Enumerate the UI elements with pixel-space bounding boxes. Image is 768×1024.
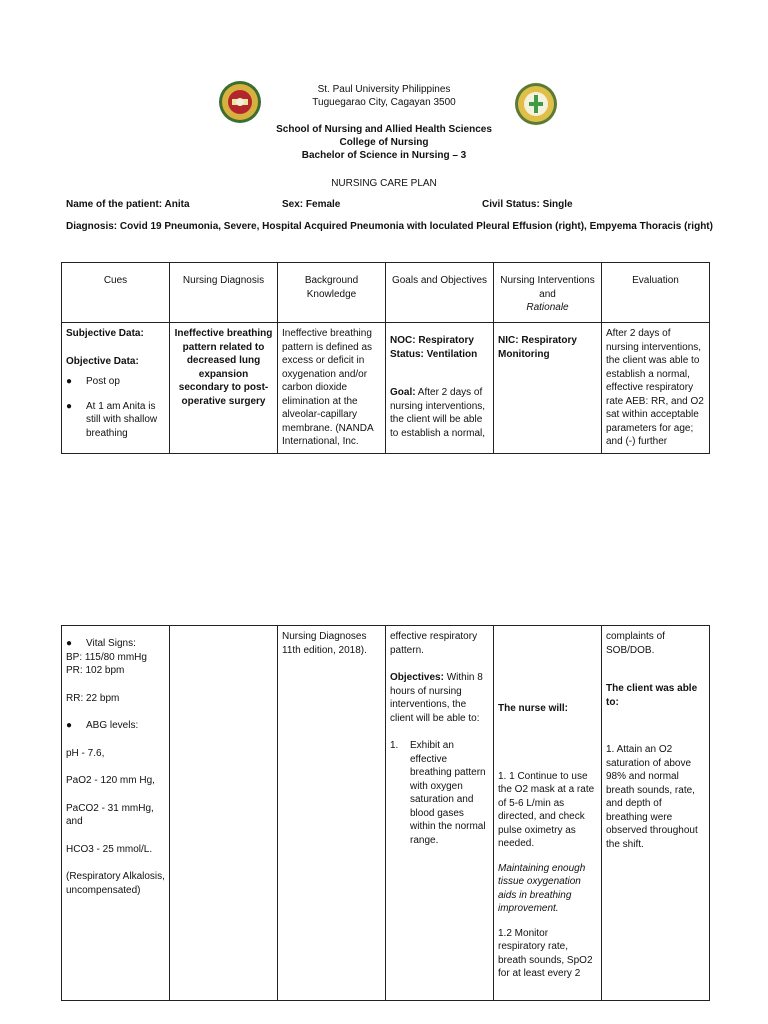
- document-title: NURSING CARE PLAN: [331, 178, 437, 189]
- table-header-row: [62, 263, 710, 323]
- nic-label: NIC: Respiratory Monitoring: [498, 335, 577, 360]
- noc-label: NOC: Respiratory Status: Ventilation: [390, 335, 478, 360]
- ph-value: pH - 7.6,: [66, 747, 105, 759]
- list-item: ● Post op: [66, 376, 120, 387]
- rationale-1: Maintaining enough tissue oxygenation aids in breathing improvement.: [498, 862, 586, 914]
- cues-cell: [62, 323, 170, 454]
- header-evaluation: Evaluation: [602, 263, 710, 323]
- goals-cell: [386, 626, 494, 1001]
- pao2-value: PaO2 - 120 mm Hg,: [66, 775, 155, 786]
- abg-interpretation: (Respiratory Alkalosis, uncompensated): [66, 871, 165, 896]
- nursing-diagnosis-cell: Ineffective breathing pattern related to decreased lung expansion secondary to post-operative surgery: [170, 323, 278, 454]
- interventions-cell: [494, 626, 602, 1001]
- table-row: [62, 323, 710, 454]
- interventions-cell: [494, 323, 602, 454]
- header-background-knowledge: Background Knowledge: [278, 263, 386, 323]
- goal-continuation: effective respiratory pattern.: [390, 631, 478, 656]
- nurse-will-label: The nurse will:: [498, 703, 569, 714]
- objectives-text: Objectives: Within 8 hours of nursing interventions, the client will be able to:: [390, 672, 483, 724]
- header-cues: Cues: [62, 263, 170, 323]
- background-cell: Nursing Diagnoses 11th edition, 2018).: [278, 626, 386, 1001]
- header-nursing-diagnosis: Nursing Diagnosis: [170, 263, 278, 323]
- client-able-label: The client was able to:: [606, 683, 698, 708]
- evaluation-cell: [602, 626, 710, 1001]
- intervention-1: 1. 1 Continue to use the O2 mask at a rate of 5-6 L/min as directed, and check pulse oximetry as needed.: [498, 770, 595, 849]
- header-interventions: Nursing Interventions and Rationale: [494, 263, 602, 323]
- evaluation-cell: After 2 days of nursing interventions, the client was able to establish a normal, effective respiratory rate AEB: RR, and O2 sat within acceptable parameters for age; and (-) further: [602, 323, 710, 454]
- table-row: [62, 626, 710, 1001]
- evaluation-1: 1. Attain an O2 saturation of above 98% and normal breath sounds, rate, and depth of breathing were observed throughout the shift.: [606, 744, 698, 850]
- rr-value: RR: 22 bpm: [66, 692, 120, 704]
- university-name: St. Paul University Philippines: [317, 84, 451, 95]
- intervention-2: 1.2 Monitor respiratory rate, breath sounds, SpO2 for at least every 2: [498, 927, 593, 979]
- patient-sex: Sex: Female: [282, 199, 341, 210]
- background-cell: Ineffective breathing pattern is defined as excess or deficit in oxygenation and/or carbon dioxide elimination at the alveolar-capillary membrane. (NANDA International, Inc.: [278, 323, 386, 454]
- program-name: Bachelor of Science in Nursing – 3: [301, 150, 467, 161]
- nursing-diagnosis-cell: [170, 626, 278, 1001]
- college-name: College of Nursing: [339, 137, 429, 148]
- goals-cell: [386, 323, 494, 454]
- school-header: [200, 123, 568, 162]
- university-address: Tuguegarao City, Cagayan 3500: [312, 97, 456, 108]
- care-plan-table-page2: [61, 625, 710, 1001]
- care-plan-table-page1: [61, 262, 710, 454]
- patient-civil-status: Civil Status: Single: [482, 199, 573, 210]
- objective-label: Objective Data:: [66, 355, 139, 367]
- header-goals-objectives: Goals and Objectives: [386, 263, 494, 323]
- hco3-value: HCO3 - 25 mmol/L.: [66, 843, 153, 855]
- list-item: 1. Exhibit an effective breathing pattern with oxygen saturation and blood gases within the normal range.: [390, 740, 486, 846]
- goal-text: Goal: After 2 days of nursing interventions, the client will be able to establish a normal,: [390, 387, 486, 439]
- subjective-label: Subjective Data:: [66, 328, 144, 339]
- institution-header: [234, 83, 534, 109]
- list-item: ● Vital Signs:: [66, 638, 136, 649]
- list-item: ● At 1 am Anita is still with shallow breathing: [66, 400, 158, 439]
- school-name: School of Nursing and Allied Health Sciences: [276, 124, 492, 135]
- pr-value: PR: 102 bpm: [66, 665, 125, 676]
- patient-diagnosis: Diagnosis: Covid 19 Pneumonia, Severe, Hospital Acquired Pneumonia with loculated Pleural Effusion (right), Empyema Thoracis (right): [66, 221, 713, 232]
- cues-cell: [62, 626, 170, 1001]
- evaluation-continuation: complaints of SOB/DOB.: [606, 631, 665, 656]
- patient-name: Name of the patient: Anita: [66, 199, 190, 210]
- bp-value: BP: 115/80 mmHg: [66, 651, 147, 663]
- paco2-value: PaCO2 - 31 mmHg, and: [66, 802, 154, 827]
- list-item: ● ABG levels:: [66, 720, 139, 731]
